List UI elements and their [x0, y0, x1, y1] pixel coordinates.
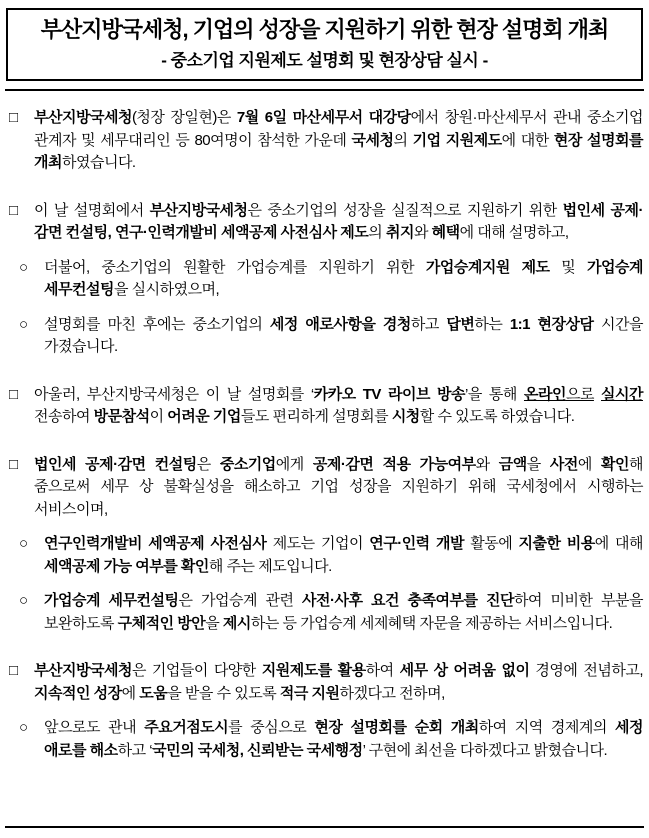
text-run: 에 대해 — [594, 535, 644, 552]
text-run — [594, 386, 601, 403]
text-run: 국민의 국세청, 신뢰받는 국세행정 — [152, 741, 363, 759]
text-run: 설명회를 마친 후에는 중소기업의 — [44, 315, 270, 333]
paragraph-text — [34, 202, 643, 242]
text-run: 에 — [577, 455, 601, 473]
text-run: 와 — [413, 224, 432, 241]
text-run: 취지 — [385, 224, 414, 241]
text-run: 하는 — [474, 315, 510, 333]
paragraph — [6, 314, 643, 359]
text-run: 지속적인 성장 — [34, 684, 122, 702]
text-run: ’ 구현에 최선을 다하겠다고 밝혔습니다. — [362, 741, 608, 759]
text-run: 을 — [205, 614, 223, 632]
text-run: 경영에 전념하고, — [529, 662, 643, 679]
bullet-marker: □ — [9, 455, 18, 473]
text-run: 와 — [475, 455, 499, 473]
paragraph-text — [34, 386, 643, 426]
text-run: 앞으로도 관내 — [44, 719, 145, 736]
text-run: 가업승계지원 제도 — [425, 258, 550, 276]
bullet-marker: □ — [9, 662, 18, 679]
text-run: ’을 통해 — [465, 385, 524, 403]
text-run: 도움 — [139, 684, 168, 702]
text-run: 답변 — [446, 315, 475, 333]
text-run: 부산지방국세청 — [149, 201, 248, 219]
text-run: 아울러, 부산지방국세청은 이 날 설명회를 ‘ — [34, 385, 314, 403]
text-run: 혜택 — [431, 224, 460, 241]
text-run: 의 — [368, 224, 386, 241]
text-run: 적극 지원 — [279, 684, 340, 702]
bullet-marker: □ — [9, 201, 18, 219]
text-run: 어려운 기업 — [167, 408, 241, 425]
text-run: 국세청 — [351, 131, 394, 149]
text-run: 을 — [526, 455, 550, 473]
top-divider — [5, 89, 644, 91]
text-run: 카카오 TV 라이브 방송 — [313, 385, 466, 403]
text-run: 7월 6일 마산세무서 대강당 — [236, 109, 411, 126]
text-run: 세무 상 어려움 없이 — [399, 662, 530, 679]
text-run: 할 수 있도록 하였습니다. — [419, 408, 575, 425]
paragraph-text — [34, 662, 643, 702]
text-run: 1:1 현장상담 — [509, 315, 594, 333]
text-run: 법인세 공제·감면 컨설팅 — [34, 455, 197, 473]
text-run: 시간을 가졌습니다. — [44, 315, 643, 355]
bottom-divider — [5, 826, 644, 828]
text-run: 지출한 비용 — [518, 535, 595, 552]
paragraph — [6, 107, 643, 175]
text-run: 이 날 설명회에서 — [34, 201, 150, 219]
text-run: 하여 지역 경제계의 — [478, 719, 616, 736]
text-run: 세정 애로를 해소 — [44, 719, 643, 759]
text-run: 세액공제 가능 여부를 확인 — [44, 557, 209, 575]
paragraph — [6, 533, 643, 578]
text-run: 시청 — [391, 408, 420, 425]
text-run: 법인세 공제·감면 컨설팅, 연구·인력개발비 세액공제 사전심사 제도 — [34, 201, 643, 241]
text-run: 확인 — [601, 455, 629, 473]
paragraph — [6, 454, 643, 522]
text-run: 금액 — [498, 455, 527, 473]
text-run: 연구인력개발비 세액공제 사전심사 — [44, 535, 267, 552]
text-run: 지원제도를 활용 — [261, 662, 366, 679]
text-run: 은 가업승계 관련 — [178, 592, 302, 609]
text-run: 하겠다고 전하며, — [339, 684, 445, 702]
text-run: 주요거점도시 — [144, 719, 229, 736]
text-run: 세정 애로사항을 경청 — [269, 315, 411, 333]
text-run: 연구·인력 개발 — [369, 535, 464, 552]
text-run: 하여 — [365, 662, 400, 679]
text-run: 은 중소기업의 성장을 실질적으로 지원하기 위한 — [247, 201, 563, 219]
text-run: 온라인 — [523, 385, 566, 403]
paragraph-text — [44, 259, 643, 299]
text-run: 현장 설명회를 개최 — [34, 131, 644, 171]
text-run: 실시간 — [601, 385, 643, 403]
text-run: 를 중심으로 — [228, 719, 315, 736]
text-run: 사전·사후 요건 충족여부를 진단 — [302, 592, 514, 609]
text-run: 및 — [549, 258, 588, 276]
document-title: 부산지방국세청, 기업의 성장을 지원하기 위한 현장 설명회 개최 — [40, 17, 609, 42]
bullet-marker: □ — [9, 109, 18, 126]
text-run: 하였습니다. — [61, 154, 136, 171]
document-body — [6, 107, 643, 762]
bullet-marker: ○ — [19, 719, 28, 736]
paragraph-text — [44, 316, 643, 356]
bullet-marker: ○ — [19, 258, 28, 276]
paragraph-text — [34, 109, 643, 171]
bullet-marker: ○ — [19, 592, 28, 609]
paragraph — [6, 660, 643, 705]
text-run: 방문참석 — [93, 408, 150, 425]
text-run: 전송하여 — [34, 408, 94, 425]
text-run: 이 — [149, 408, 168, 425]
text-run: 가업승계 세무컨설팅 — [44, 592, 179, 609]
text-run: 을 실시하였으며, — [113, 281, 220, 298]
text-run: 해 주는 제도입니다. — [208, 557, 332, 575]
paragraph — [6, 590, 643, 635]
text-run: 제시 — [222, 614, 251, 632]
text-run: (청장 장일현)은 — [131, 109, 237, 126]
text-run: 에 대한 — [501, 131, 554, 149]
text-run: 부산지방국세청 — [34, 662, 132, 679]
paragraph-text — [34, 456, 643, 518]
text-run: 하고 — [410, 315, 447, 333]
text-run: 하여 미비한 부분을 보완하도록 — [44, 592, 643, 632]
text-run: 중소기업 — [219, 455, 276, 473]
text-run: 제도는 기업이 — [266, 535, 370, 552]
text-run: 해 줌으로써 세무 상 불확실성을 해소하고 기업 성장을 지원하기 위해 국세청에서 시행하는 서비스이며, — [34, 455, 643, 518]
text-run: 의 — [393, 131, 413, 149]
text-run: 하고 ‘ — [117, 741, 153, 759]
text-run: 사전 — [549, 455, 578, 473]
paragraph — [6, 717, 643, 762]
text-run: 은 기업들이 다양한 — [131, 662, 262, 679]
paragraph — [6, 200, 643, 245]
document-subtitle: - 중소기업 지원제도 설명회 및 현장상담 실시 - — [161, 51, 488, 70]
paragraph — [6, 257, 643, 302]
bullet-marker: □ — [9, 385, 18, 403]
text-run: 공제·감면 적용 가능여부 — [312, 455, 476, 473]
text-run: 으로 — [565, 385, 594, 403]
bullet-marker: ○ — [19, 535, 28, 552]
text-run: 에게 — [275, 455, 313, 473]
bullet-marker: ○ — [19, 315, 28, 333]
text-run: 부산지방국세청 — [34, 109, 132, 126]
text-run: 하는 등 가업승계 세제혜택 자문을 제공하는 서비스입니다. — [250, 614, 613, 632]
paragraph — [6, 384, 643, 429]
text-run: 현장 설명회를 순회 개최 — [314, 719, 479, 736]
text-run: 가업승계 세무컨설팅 — [44, 258, 643, 298]
text-run: 구체적인 방안 — [117, 614, 206, 632]
text-run: 을 받을 수 있도록 — [167, 684, 280, 702]
text-run: 들도 편리하게 설명회를 — [240, 408, 392, 425]
paragraph-text — [44, 592, 643, 632]
title-box — [6, 8, 643, 81]
text-run: 더불어, 중소기업의 원활한 가업승계를 지원하기 위한 — [44, 258, 426, 276]
text-run: 기업 지원제도 — [412, 131, 502, 149]
text-run: 에 — [121, 684, 140, 702]
text-run: 은 — [196, 455, 220, 473]
text-run: 활동에 — [463, 535, 519, 552]
text-run: 에서 창원·마산세무서 관내 중소기업 관계자 및 세무대리인 등 80여명이 참석한 가운데 — [34, 109, 643, 149]
paragraph-text — [44, 719, 643, 759]
text-run: 에 대해 설명하고, — [459, 224, 569, 241]
paragraph-text — [44, 535, 643, 575]
